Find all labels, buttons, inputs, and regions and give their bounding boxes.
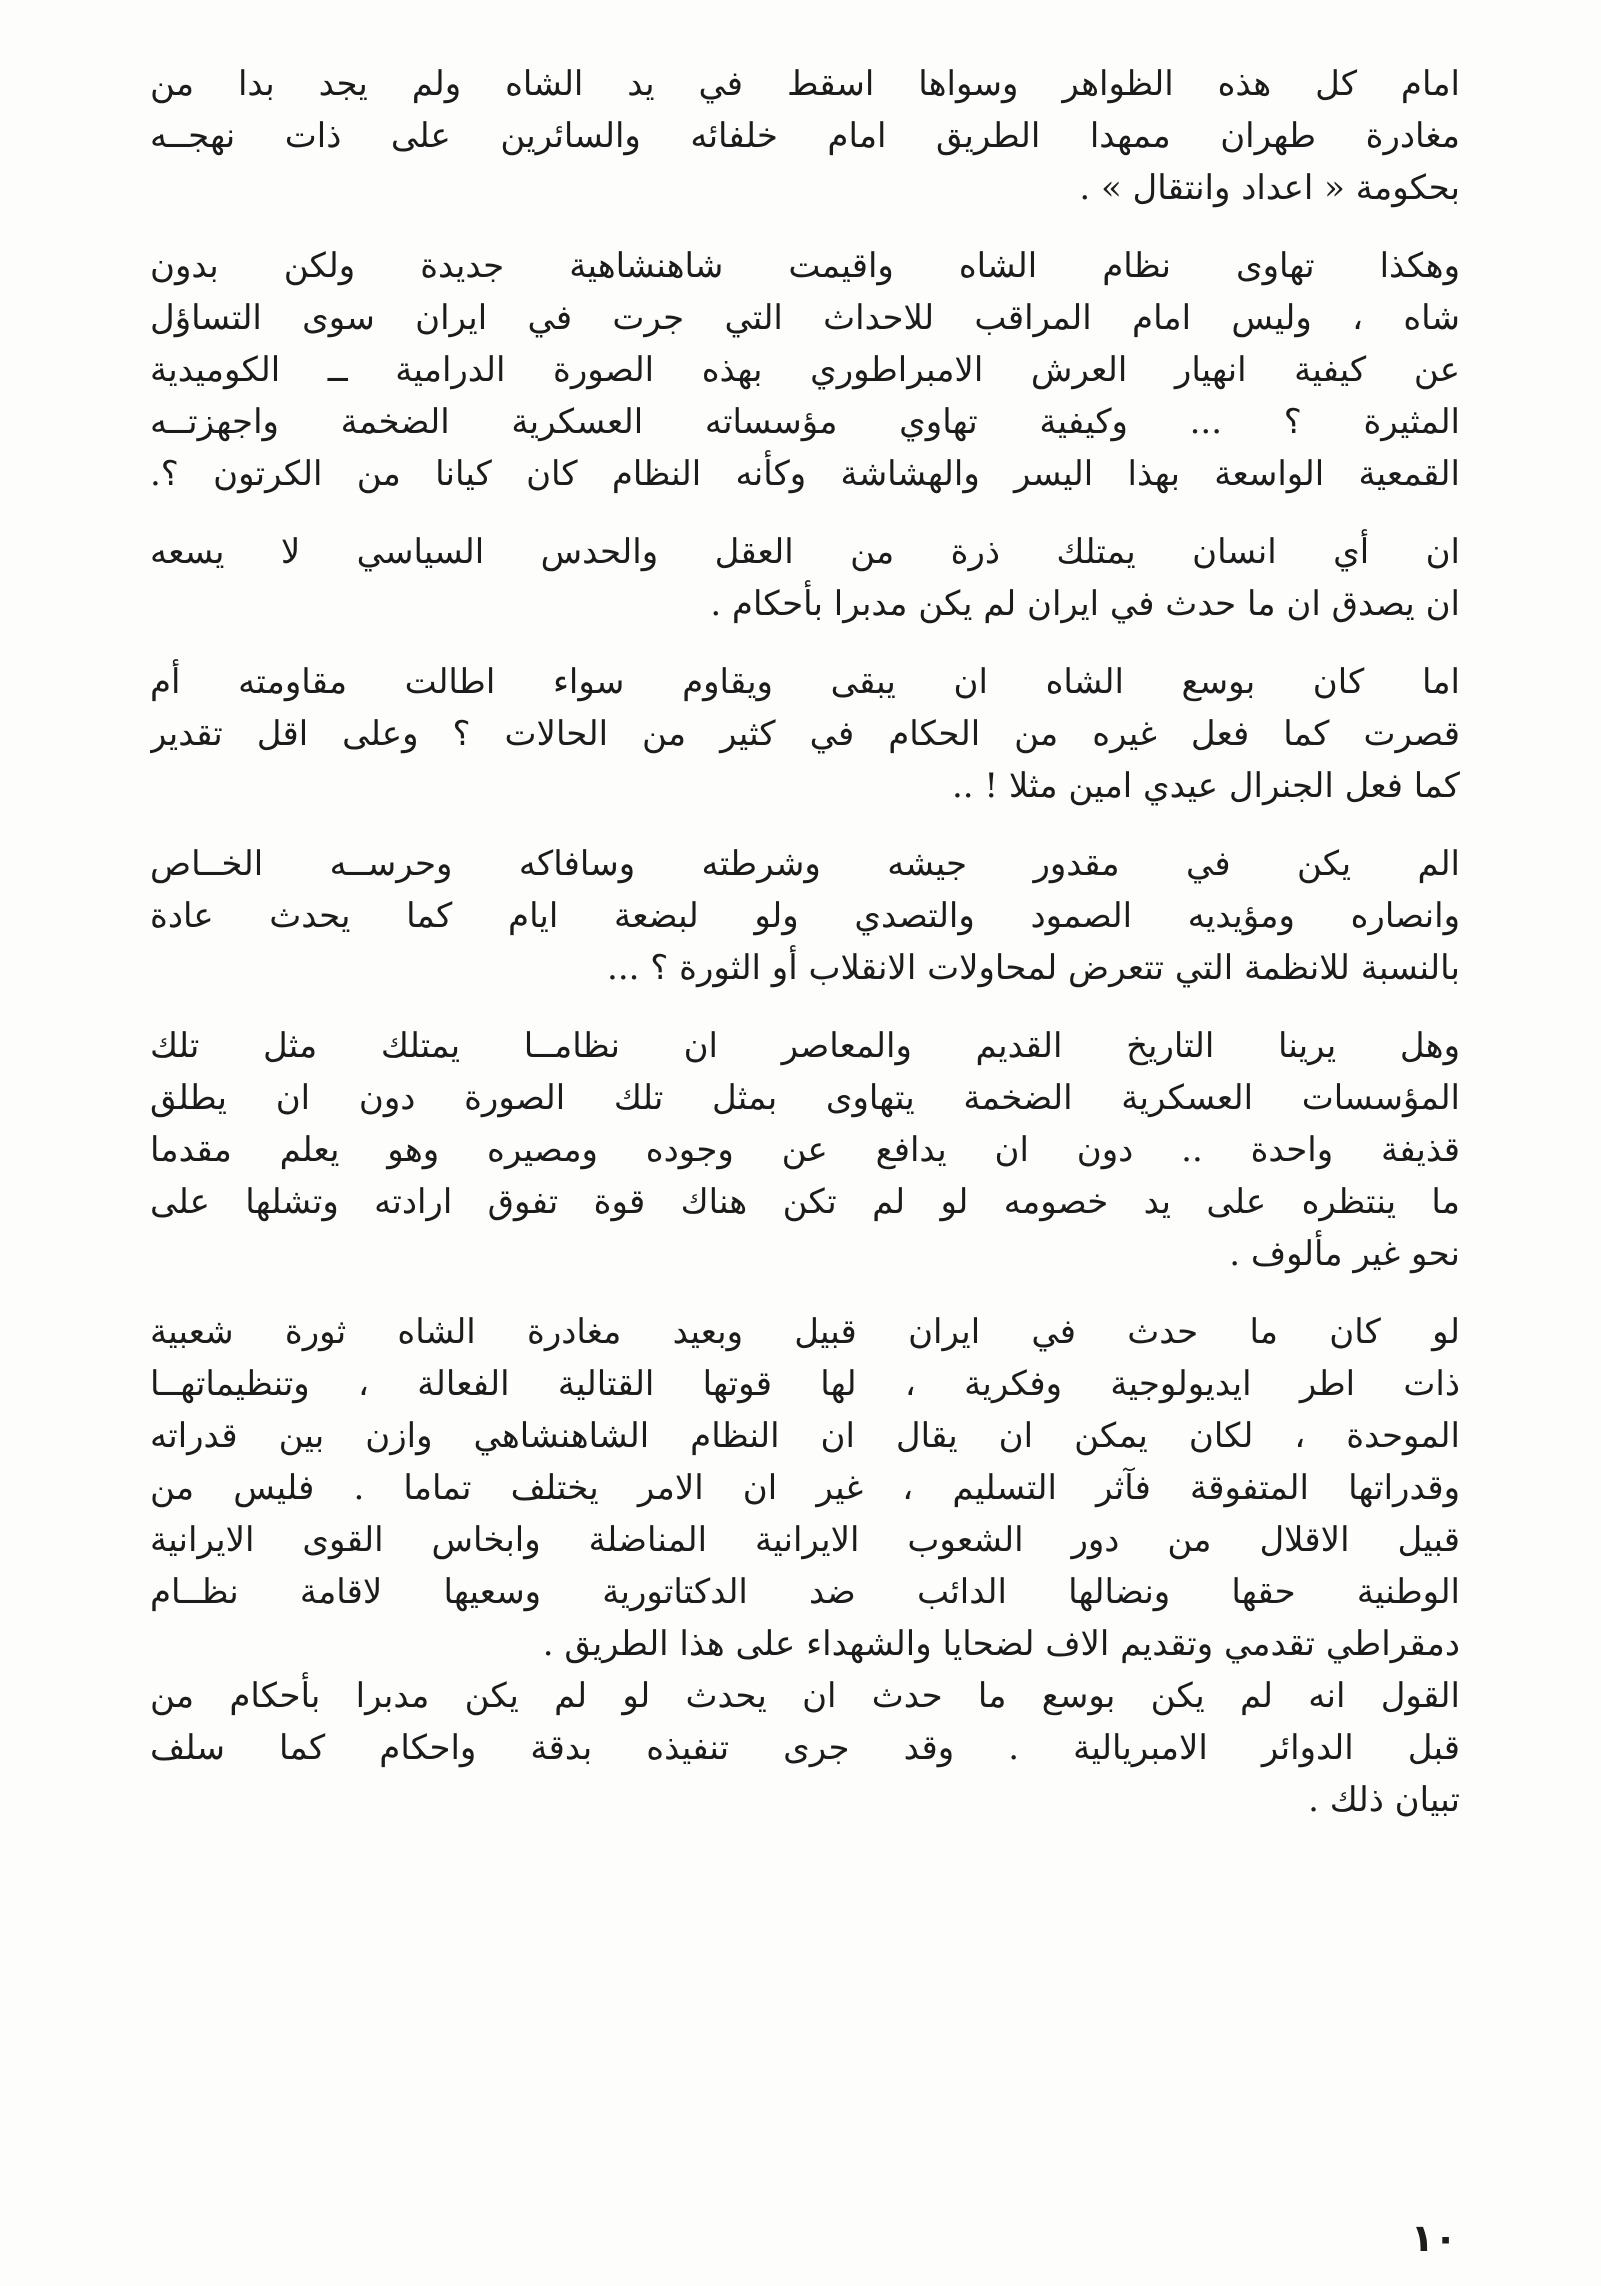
- paragraph-3: [150, 526, 1460, 630]
- text-line: الموحدة ، لكان يمكن ان يقال ان النظام الشاهنشاهي وازن بين قدراته: [150, 1416, 1460, 1456]
- paragraph-1: [150, 58, 1460, 214]
- text-line: وقدراتها المتفوقة فآثر التسليم ، غير ان الامر يختلف تماما . فليس من: [150, 1468, 1460, 1508]
- text-line: دمقراطي تقدمي وتقديم الاف لضحايا والشهداء على هذا الطريق .: [542, 1624, 1460, 1664]
- text-line: بحكومة « اعداد وانتقال » .: [1079, 168, 1460, 208]
- text-line: لو كان ما حدث في ايران قبيل وبعيد مغادرة الشاه ثورة شعبية: [150, 1312, 1460, 1352]
- text-line: القول انه لم يكن بوسع ما حدث ان يحدث لو لم يكن مدبرا بأحكام من: [150, 1676, 1460, 1716]
- text-line: بالنسبة للانظمة التي تتعرض لمحاولات الانقلاب أو الثورة ؟ ...: [607, 948, 1460, 988]
- text-line: المثيرة ؟ ... وكيفية تهاوي مؤسساته العسكرية الضخمة واجهزتــه: [150, 402, 1460, 442]
- text-line: شاه ، وليس امام المراقب للاحداث التي جرت في ايران سوى التساؤل: [150, 298, 1460, 338]
- text-line: ان يصدق ان ما حدث في ايران لم يكن مدبرا بأحكام .: [710, 584, 1460, 624]
- text-line: امام كل هذه الظواهر وسواها اسقط في يد الشاه ولم يجد بدا من: [150, 64, 1460, 104]
- text-line: قبل الدوائر الامبريالية . وقد جرى تنفيذه بدقة واحكام كما سلف: [150, 1728, 1460, 1768]
- paragraph-6: [150, 1020, 1460, 1280]
- paragraph-4: [150, 656, 1460, 812]
- paragraph-5: [150, 838, 1460, 994]
- text-line: نحو غير مألوف .: [1229, 1234, 1460, 1274]
- page-number: ١٠: [1410, 2216, 1458, 2260]
- text-line: قذيفة واحدة .. دون ان يدافع عن وجوده ومصيره وهو يعلم مقدما: [150, 1130, 1460, 1170]
- text-line: وهل يرينا التاريخ القديم والمعاصر ان نظامــا يمتلك مثل تلك: [150, 1026, 1460, 1066]
- text-line: مغادرة طهران ممهدا الطريق امام خلفائه والسائرين على ذات نهجــه: [150, 116, 1460, 156]
- text-line: قبيل الاقلال من دور الشعوب الايرانية المناضلة وابخاس القوى الايرانية: [150, 1520, 1460, 1560]
- text-line: اما كان بوسع الشاه ان يبقى ويقاوم سواء اطالت مقاومته أم: [150, 662, 1460, 702]
- text-line: ما ينتظره على يد خصومه لو لم تكن هناك قوة تفوق ارادته وتشلها على: [150, 1182, 1460, 1222]
- text-line: المؤسسات العسكرية الضخمة يتهاوى بمثل تلك الصورة دون ان يطلق: [150, 1078, 1460, 1118]
- text-line: عن كيفية انهيار العرش الامبراطوري بهذه الصورة الدرامية ــ الكوميدية: [150, 350, 1460, 390]
- paragraph-2: [150, 240, 1460, 500]
- text-line: ان أي انسان يمتلك ذرة من العقل والحدس السياسي لا يسعه: [150, 532, 1460, 572]
- text-line: قصرت كما فعل غيره من الحكام في كثير من الحالات ؟ وعلى اقل تقدير: [150, 714, 1460, 754]
- text-line: تبيان ذلك .: [1308, 1780, 1460, 1820]
- text-line: كما فعل الجنرال عيدي امين مثلا ! ..: [951, 766, 1460, 806]
- text-line: وانصاره ومؤيديه الصمود والتصدي ولو لبضعة ايام كما يحدث عادة: [150, 896, 1460, 936]
- text-line: ذات اطر ايديولوجية وفكرية ، لها قوتها القتالية الفعالة ، وتنظيماتهــا: [150, 1364, 1460, 1404]
- text-line: الوطنية حقها ونضالها الدائب ضد الدكتاتورية وسعيها لاقامة نظــام: [150, 1572, 1460, 1612]
- body-text: [150, 58, 1460, 1852]
- text-line: الم يكن في مقدور جيشه وشرطته وسافاكه وحرســه الخــاص: [150, 844, 1460, 884]
- text-line: وهكذا تهاوى نظام الشاه واقيمت شاهنشاهية جديدة ولكن بدون: [150, 246, 1460, 286]
- text-line: القمعية الواسعة بهذا اليسر والهشاشة وكأنه النظام كان كيانا من الكرتون ؟.: [150, 454, 1460, 494]
- paragraph-7: [150, 1306, 1460, 1826]
